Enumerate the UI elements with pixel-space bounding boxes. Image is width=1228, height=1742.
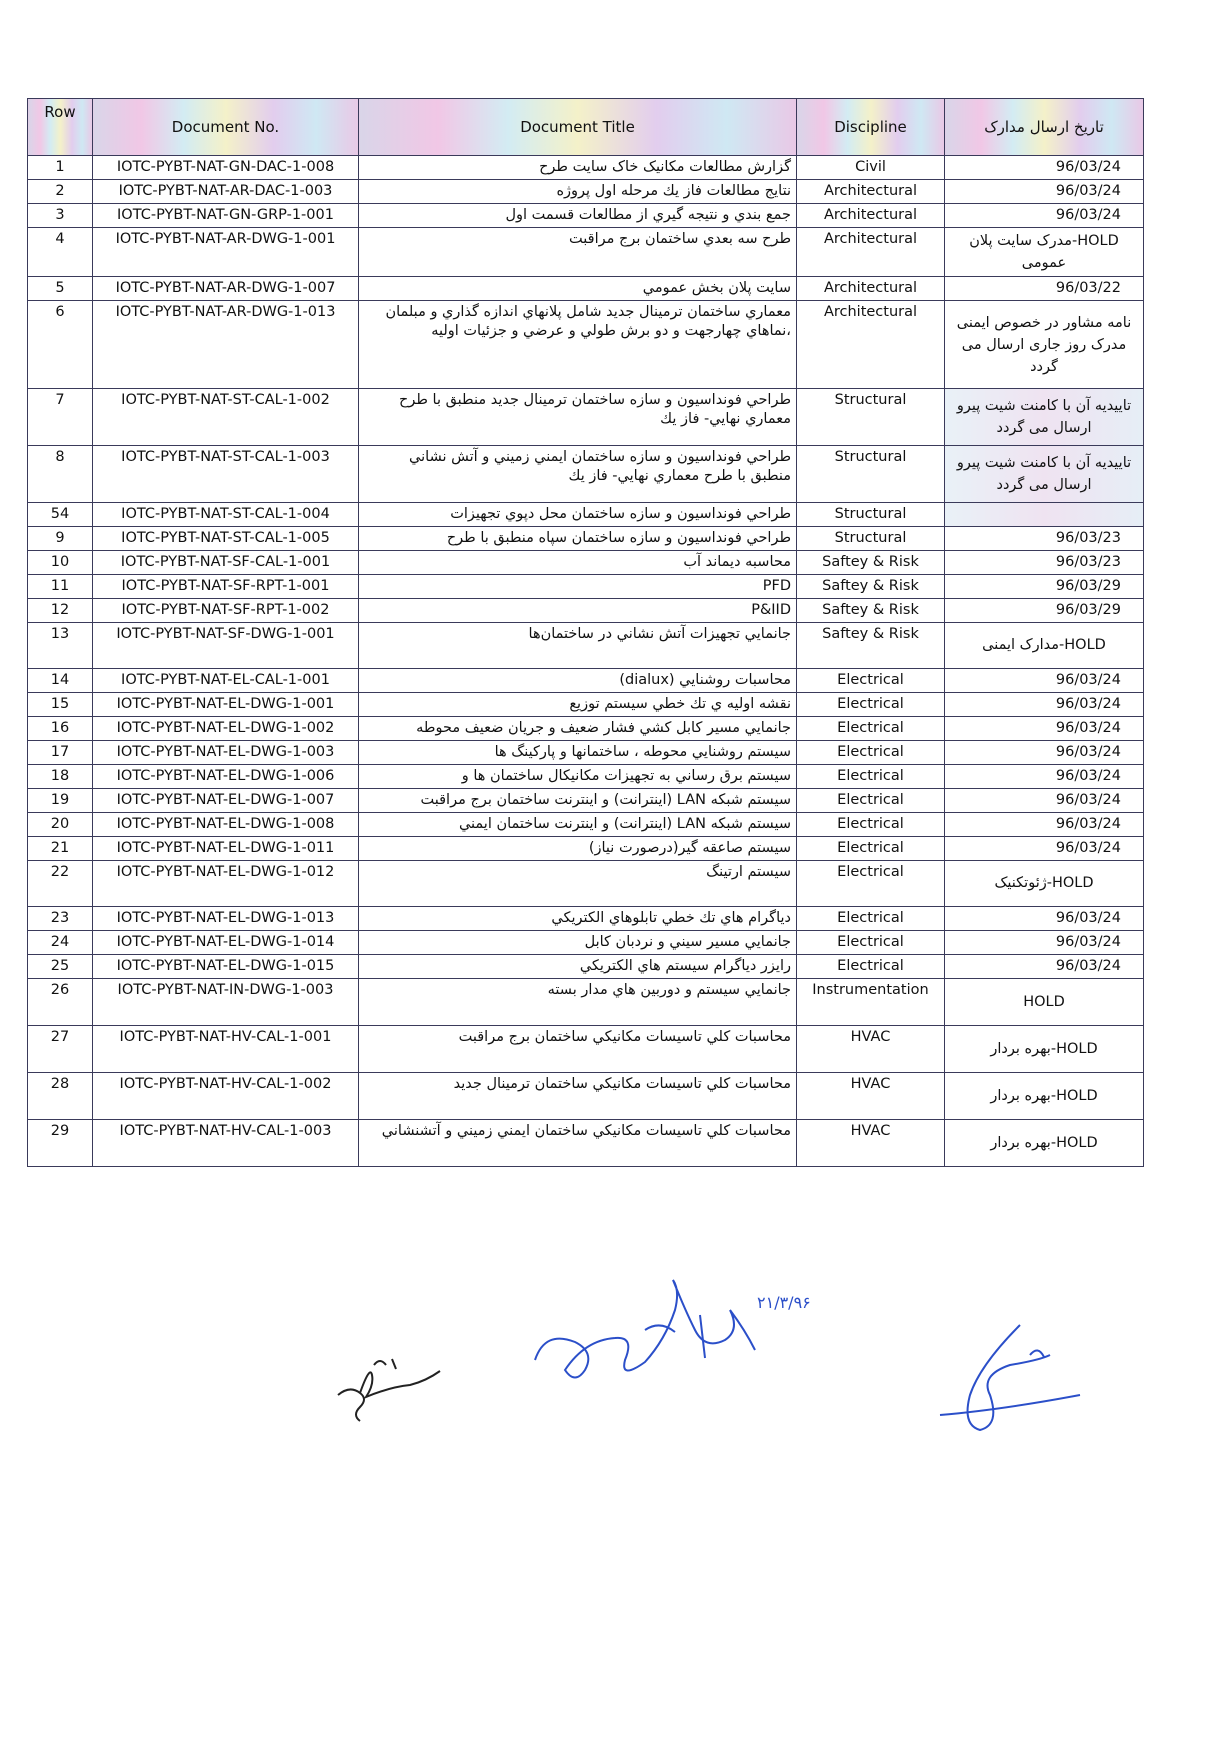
submission-date: تاییدیه آن با کامنت شیت پیرو ارسال می گردد	[945, 389, 1144, 446]
document-number: IOTC-PYBT-NAT-HV-CAL-1-001	[93, 1026, 359, 1073]
document-number: IOTC-PYBT-NAT-ST-CAL-1-005	[93, 527, 359, 551]
row-number: 28	[28, 1073, 93, 1120]
row-number: 22	[28, 861, 93, 907]
document-title: طراحي فونداسيون و سازه ساختمان ترمينال جديد منطبق با طرح معماري نهايي- فاز يك	[359, 389, 797, 446]
table-row	[28, 575, 1144, 599]
document-number: IOTC-PYBT-NAT-AR-DWG-1-013	[93, 301, 359, 389]
table-row	[28, 527, 1144, 551]
document-title: سيستم شبكه LAN (اينترانت) و اينترنت ساختمان ايمني	[359, 813, 797, 837]
submission-date: 96/03/23	[945, 551, 1144, 575]
table-row	[28, 955, 1144, 979]
discipline: Electrical	[797, 765, 945, 789]
table-row	[28, 389, 1144, 446]
row-number: 2	[28, 180, 93, 204]
document-number: IOTC-PYBT-NAT-GN-GRP-1-001	[93, 204, 359, 228]
document-title: PFD	[359, 575, 797, 599]
document-number: IOTC-PYBT-NAT-AR-DWG-1-007	[93, 277, 359, 301]
row-number: 19	[28, 789, 93, 813]
table-row	[28, 277, 1144, 301]
discipline: Electrical	[797, 955, 945, 979]
document-title: محاسبه ديماند آب	[359, 551, 797, 575]
row-number: 14	[28, 669, 93, 693]
document-title: سيستم صاعقه گير(درصورت نياز)	[359, 837, 797, 861]
table-row	[28, 813, 1144, 837]
discipline: Saftey & Risk	[797, 599, 945, 623]
discipline: Electrical	[797, 931, 945, 955]
row-number: 4	[28, 228, 93, 277]
submission-date: تاییدیه آن با کامنت شیت پیرو ارسال می گردد	[945, 446, 1144, 503]
discipline: Architectural	[797, 180, 945, 204]
discipline: HVAC	[797, 1026, 945, 1073]
table-header-row	[28, 99, 1144, 156]
discipline: Civil	[797, 156, 945, 180]
submission-date: 96/03/24	[945, 669, 1144, 693]
discipline: Electrical	[797, 837, 945, 861]
discipline: Architectural	[797, 277, 945, 301]
document-title: نتايج مطالعات فاز يك مرحله اول پروژه	[359, 180, 797, 204]
document-number: IOTC-PYBT-NAT-ST-CAL-1-004	[93, 503, 359, 527]
document-title: دياگرام هاي تك خطي تابلوهاي الكتريكي	[359, 907, 797, 931]
document-number: IOTC-PYBT-NAT-EL-DWG-1-007	[93, 789, 359, 813]
submission-date: HOLD-ژئوتکنیک	[945, 861, 1144, 907]
document-number: IOTC-PYBT-NAT-IN-DWG-1-003	[93, 979, 359, 1026]
submission-date: HOLD-بهره بردار	[945, 1073, 1144, 1120]
submission-date: 96/03/24	[945, 837, 1144, 861]
document-number: IOTC-PYBT-NAT-EL-DWG-1-015	[93, 955, 359, 979]
discipline: Saftey & Risk	[797, 551, 945, 575]
discipline: Electrical	[797, 861, 945, 907]
submission-date: 96/03/29	[945, 575, 1144, 599]
discipline: Structural	[797, 446, 945, 503]
table-row	[28, 599, 1144, 623]
table-row	[28, 765, 1144, 789]
document-title: جانمايي تجهيزات آتش نشاني در ساختمان‌ها	[359, 623, 797, 669]
table-row	[28, 693, 1144, 717]
document-number: IOTC-PYBT-NAT-ST-CAL-1-003	[93, 446, 359, 503]
submission-date: 96/03/24	[945, 741, 1144, 765]
document-title: جانمايي سيستم و دوربين هاي مدار بسته	[359, 979, 797, 1026]
submission-date: HOLD-مدارک ایمنی	[945, 623, 1144, 669]
document-number: IOTC-PYBT-NAT-EL-DWG-1-012	[93, 861, 359, 907]
submission-date: 96/03/24	[945, 789, 1144, 813]
signature-left	[330, 1335, 450, 1425]
document-title: سيستم ارتينگ	[359, 861, 797, 907]
discipline: Saftey & Risk	[797, 623, 945, 669]
discipline: Electrical	[797, 669, 945, 693]
document-number: IOTC-PYBT-NAT-AR-DAC-1-003	[93, 180, 359, 204]
submission-date: HOLD-بهره بردار	[945, 1120, 1144, 1167]
document-title: سيستم برق رساني به تجهيزات مكانيكال ساختمان ها و	[359, 765, 797, 789]
header-row: Row	[28, 99, 93, 156]
header-discipline: Discipline	[797, 99, 945, 156]
document-title: سيستم شبكه LAN (اينترانت) و اينترنت ساختمان برج مراقبت	[359, 789, 797, 813]
table-row	[28, 789, 1144, 813]
row-number: 26	[28, 979, 93, 1026]
table-row	[28, 228, 1144, 277]
document-title: محاسبات كلي تاسيسات مكانيكي ساختمان ترمينال جديد	[359, 1073, 797, 1120]
submission-date: HOLD-بهره بردار	[945, 1026, 1144, 1073]
table-row	[28, 551, 1144, 575]
table-row	[28, 446, 1144, 503]
row-number: 20	[28, 813, 93, 837]
row-number: 16	[28, 717, 93, 741]
row-number: 9	[28, 527, 93, 551]
row-number: 15	[28, 693, 93, 717]
table-row	[28, 623, 1144, 669]
discipline: Electrical	[797, 789, 945, 813]
submission-date: 96/03/22	[945, 277, 1144, 301]
document-number: IOTC-PYBT-NAT-SF-CAL-1-001	[93, 551, 359, 575]
document-title: P&IID	[359, 599, 797, 623]
signature-center	[525, 1270, 811, 1400]
submission-date: 96/03/24	[945, 813, 1144, 837]
document-title: محاسبات روشنايي (dialux)	[359, 669, 797, 693]
row-number: 1	[28, 156, 93, 180]
row-number: 29	[28, 1120, 93, 1167]
document-sheet	[27, 98, 1143, 1167]
submission-date: 96/03/24	[945, 717, 1144, 741]
row-number: 18	[28, 765, 93, 789]
submission-date: نامه مشاور در خصوص ایمنی مدرک روز جاری ارسال می گردد	[945, 301, 1144, 389]
document-number: IOTC-PYBT-NAT-SF-DWG-1-001	[93, 623, 359, 669]
table-row	[28, 1073, 1144, 1120]
table-row	[28, 861, 1144, 907]
table-row	[28, 204, 1144, 228]
discipline: Electrical	[797, 813, 945, 837]
table-row	[28, 907, 1144, 931]
document-number: IOTC-PYBT-NAT-EL-DWG-1-008	[93, 813, 359, 837]
document-title: طراحي فونداسيون و سازه ساختمان محل دپوي تجهيزات	[359, 503, 797, 527]
row-number: 7	[28, 389, 93, 446]
document-title: طراحي فونداسيون و سازه ساختمان ايمني زميني و آتش نشاني منطبق با طرح معماري نهايي- فاز يك	[359, 446, 797, 503]
table-row	[28, 979, 1144, 1026]
document-number: IOTC-PYBT-NAT-HV-CAL-1-003	[93, 1120, 359, 1167]
row-number: 24	[28, 931, 93, 955]
submission-date: 96/03/24	[945, 907, 1144, 931]
row-number: 11	[28, 575, 93, 599]
header-document-title: Document Title	[359, 99, 797, 156]
discipline: HVAC	[797, 1120, 945, 1167]
row-number: 25	[28, 955, 93, 979]
document-title: گزارش مطالعات مکانیک خاک سایت طرح	[359, 156, 797, 180]
row-number: 17	[28, 741, 93, 765]
submission-date: 96/03/24	[945, 931, 1144, 955]
table-row	[28, 837, 1144, 861]
document-number: IOTC-PYBT-NAT-ST-CAL-1-002	[93, 389, 359, 446]
submission-date: 96/03/24	[945, 693, 1144, 717]
document-number: IOTC-PYBT-NAT-EL-DWG-1-003	[93, 741, 359, 765]
row-number: 12	[28, 599, 93, 623]
table-row	[28, 741, 1144, 765]
table-row	[28, 931, 1144, 955]
document-title: محاسبات كلي تاسيسات مكانيكي ساختمان ايمني زميني و آتشنشاني	[359, 1120, 797, 1167]
row-number: 3	[28, 204, 93, 228]
document-number: IOTC-PYBT-NAT-EL-DWG-1-001	[93, 693, 359, 717]
table-row	[28, 669, 1144, 693]
document-number: IOTC-PYBT-NAT-EL-DWG-1-014	[93, 931, 359, 955]
submission-date: HOLD-مدرک سایت پلان عمومی	[945, 228, 1144, 277]
document-transmittal-table	[27, 98, 1144, 1167]
submission-date: 96/03/23	[945, 527, 1144, 551]
submission-date: 96/03/24	[945, 204, 1144, 228]
row-number: 54	[28, 503, 93, 527]
discipline: Electrical	[797, 717, 945, 741]
row-number: 13	[28, 623, 93, 669]
signature-right	[920, 1315, 1100, 1445]
row-number: 5	[28, 277, 93, 301]
row-number: 6	[28, 301, 93, 389]
discipline: Electrical	[797, 741, 945, 765]
document-title: سيستم روشنايي محوطه ، ساختمانها و پاركينگ ها	[359, 741, 797, 765]
row-number: 8	[28, 446, 93, 503]
submission-date	[945, 503, 1144, 527]
table-row	[28, 180, 1144, 204]
discipline: Saftey & Risk	[797, 575, 945, 599]
document-title: معماري ساختمان ترمينال جديد شامل پلانهاي اندازه گذاري و مبلمان ،نماهاي چهارجهت و دو برش طولي و عرضي و جزئيات اوليه	[359, 301, 797, 389]
discipline: Structural	[797, 503, 945, 527]
document-title: نقشه اوليه ي تك خطي سيستم توزيع	[359, 693, 797, 717]
table-row	[28, 156, 1144, 180]
document-number: IOTC-PYBT-NAT-EL-DWG-1-013	[93, 907, 359, 931]
document-number: IOTC-PYBT-NAT-EL-CAL-1-001	[93, 669, 359, 693]
document-number: IOTC-PYBT-NAT-EL-DWG-1-002	[93, 717, 359, 741]
submission-date: HOLD	[945, 979, 1144, 1026]
document-title: جانمايي مسير كابل كشي فشار ضعيف و جريان ضعيف محوطه	[359, 717, 797, 741]
row-number: 23	[28, 907, 93, 931]
submission-date: 96/03/24	[945, 765, 1144, 789]
document-title: طرح سه بعدي ساختمان برج مراقبت	[359, 228, 797, 277]
signature-date-note: ۲۱/۳/۹۶	[757, 1293, 811, 1312]
discipline: Instrumentation	[797, 979, 945, 1026]
table-row	[28, 1120, 1144, 1167]
submission-date: 96/03/29	[945, 599, 1144, 623]
document-title: جانمايي مسير سيني و نردبان كابل	[359, 931, 797, 955]
discipline: Architectural	[797, 301, 945, 389]
document-number: IOTC-PYBT-NAT-GN-DAC-1-008	[93, 156, 359, 180]
discipline: Structural	[797, 527, 945, 551]
discipline: Structural	[797, 389, 945, 446]
row-number: 10	[28, 551, 93, 575]
document-number: IOTC-PYBT-NAT-EL-DWG-1-006	[93, 765, 359, 789]
table-row	[28, 503, 1144, 527]
submission-date: 96/03/24	[945, 180, 1144, 204]
header-document-no: Document No.	[93, 99, 359, 156]
document-number: IOTC-PYBT-NAT-SF-RPT-1-002	[93, 599, 359, 623]
document-title: جمع بندي و نتيجه گيري از مطالعات قسمت اول	[359, 204, 797, 228]
document-number: IOTC-PYBT-NAT-HV-CAL-1-002	[93, 1073, 359, 1120]
discipline: Electrical	[797, 693, 945, 717]
discipline: Architectural	[797, 228, 945, 277]
discipline: Architectural	[797, 204, 945, 228]
submission-date: 96/03/24	[945, 156, 1144, 180]
document-title: رايزر دياگرام سيستم هاي الكتريكي	[359, 955, 797, 979]
document-number: IOTC-PYBT-NAT-EL-DWG-1-011	[93, 837, 359, 861]
table-row	[28, 717, 1144, 741]
table-row	[28, 1026, 1144, 1073]
discipline: HVAC	[797, 1073, 945, 1120]
document-title: طراحي فونداسيون و سازه ساختمان سپاه منطبق با طرح	[359, 527, 797, 551]
document-number: IOTC-PYBT-NAT-SF-RPT-1-001	[93, 575, 359, 599]
row-number: 27	[28, 1026, 93, 1073]
row-number: 21	[28, 837, 93, 861]
discipline: Electrical	[797, 907, 945, 931]
document-title: محاسبات كلي تاسيسات مكانيكي ساختمان برج مراقبت	[359, 1026, 797, 1073]
submission-date: 96/03/24	[945, 955, 1144, 979]
document-number: IOTC-PYBT-NAT-AR-DWG-1-001	[93, 228, 359, 277]
table-row	[28, 301, 1144, 389]
document-title: سايت پلان بخش عمومي	[359, 277, 797, 301]
header-date: تاریخ ارسال مدارک	[945, 99, 1144, 156]
